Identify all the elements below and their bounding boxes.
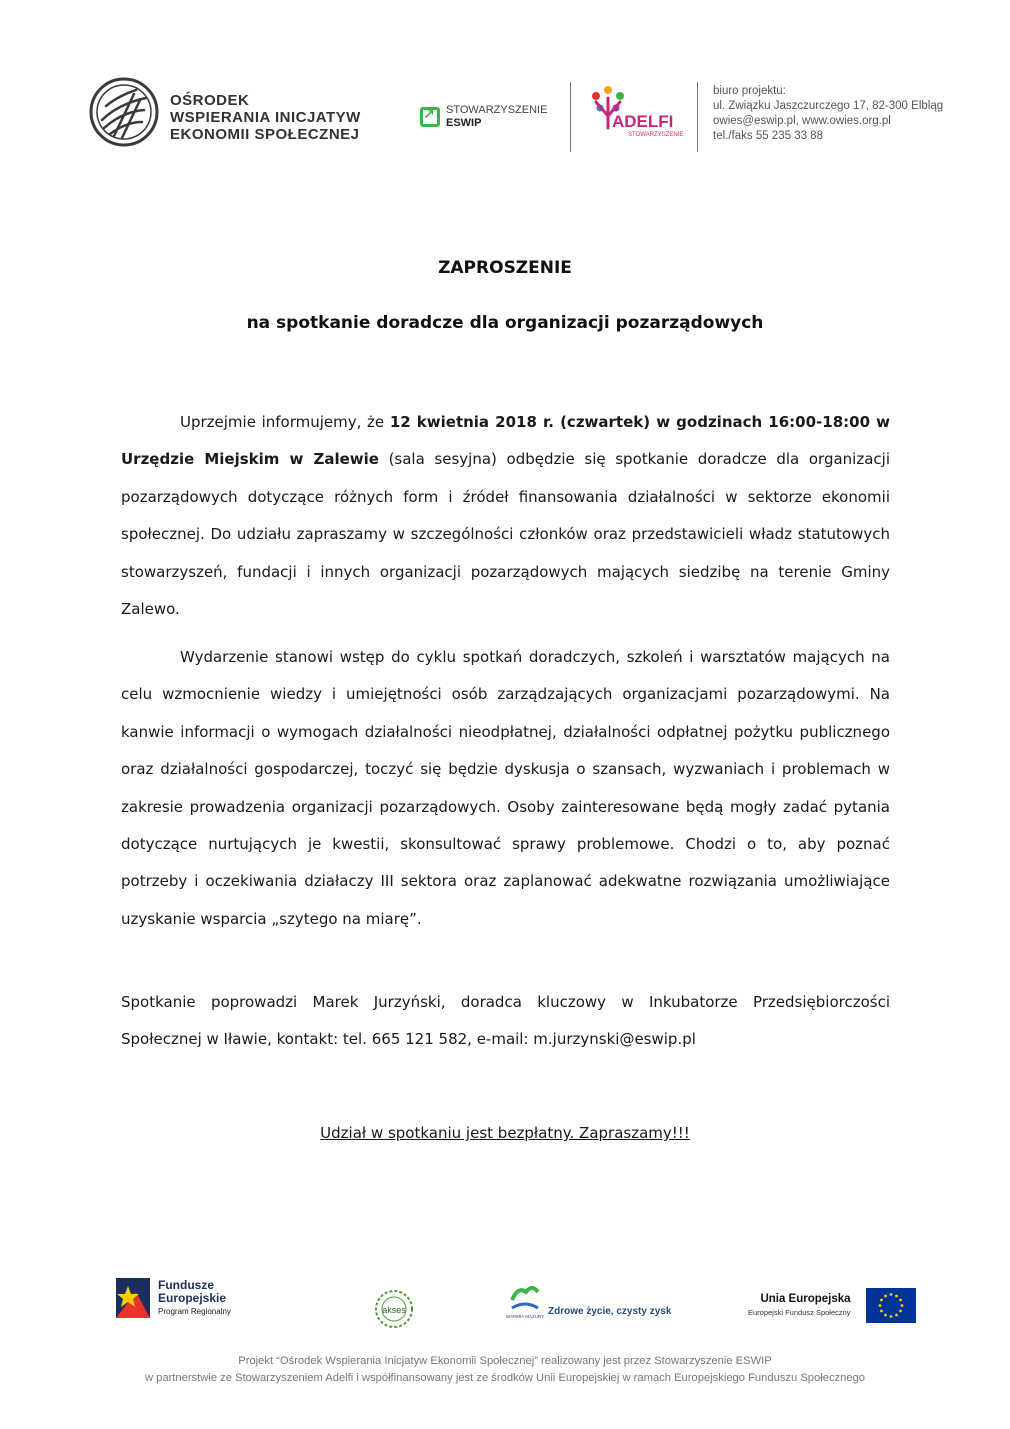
- adelfi-sub: STOWARZYSZENIE: [628, 132, 684, 138]
- eu-star: [895, 1314, 898, 1317]
- eu-flag-icon: [866, 1288, 916, 1323]
- contact-line: ul. Związku Jaszczurczego 17, 82-300 Elbląg: [713, 100, 944, 112]
- adelfi-logo: [588, 84, 688, 150]
- eu-star: [884, 1295, 887, 1298]
- ue-line-2: Europejski Fundusz Społeczny: [748, 1308, 851, 1317]
- eu-star: [899, 1299, 902, 1302]
- header-divider: [570, 82, 571, 152]
- akses-label: akses: [382, 1305, 406, 1315]
- paragraph-1: [121, 404, 890, 628]
- warmia-tagline: Zdrowe życie, czysty zysk: [548, 1305, 672, 1317]
- eu-star: [880, 1299, 883, 1302]
- paragraph-2: Wydarzenie stanowi wstęp do cyklu spotkań doradczych, szkoleń i warsztatów mających na celu wzmocnienie wiedzy i umiejętności osób zarządzających organizacjami pozarządowymi. Na kanwie informacji o wymogach działalności nieodpłatnej, działalności odpłatnej pożytku publicznego oraz działalności gospodarczej, toczyć się będzie dyskusja o szansach, wyzwaniach i problemach w zakresie prowadzenia organizacji pozarządowych. Osoby zainteresowane będą mogły zadać pytania dotyczące nurtujących je kwestii, skonsultować sprawy problemowe. Chodzi o to, aby poznać potrzeby i oczekiwania działaczy III sektora oraz zaplanować adekwatne rozwiązania umożliwiające uzyskanie wsparcia „szytego na miarę”.: [121, 648, 890, 928]
- eu-star: [890, 1293, 893, 1296]
- fe-line-3: Program Regionalny: [158, 1306, 231, 1316]
- closing-note: Udział w spotkaniu jest bezpłatny. Zapraszamy!!!: [320, 1124, 690, 1142]
- akses-certificate-logo: [370, 1288, 418, 1330]
- warmia-badge: WARMIA MAZURY: [505, 1314, 545, 1319]
- owies-line-1: OŚRODEK: [170, 92, 250, 109]
- ue-line-1: Unia Europejska: [760, 1293, 851, 1305]
- warmia-mazury-icon: [505, 1282, 545, 1322]
- paragraph-3: Spotkanie poprowadzi Marek Jurzyński, doradca kluczowy w Inkubatorze Przedsiębiorczości Społecznej w Iławie, kontakt: tel. 665 121 582, e-mail: m.jurzynski@eswip.pl: [121, 993, 890, 1049]
- document-title: ZAPROSZENIE: [438, 258, 572, 278]
- eu-star: [895, 1295, 898, 1298]
- project-contact: [713, 84, 943, 144]
- fe-star-icon: [116, 1278, 150, 1318]
- eu-star: [880, 1310, 883, 1313]
- header-divider: [697, 82, 698, 152]
- arrow-square-icon: [420, 107, 440, 127]
- fundusze-europejskie-logo: [116, 1278, 231, 1318]
- adelfi-name: ADELFI: [612, 112, 674, 131]
- eu-star: [884, 1314, 887, 1317]
- footnote-line-2: w partnerstwie ze Stowarzyszeniem Adelfi i współfinansowany jest ze środków Unii Europejskiej w ramach Europejskiego Funduszu Społecznego: [144, 1372, 866, 1384]
- eu-star: [899, 1310, 902, 1313]
- owies-line-2: WSPIERANIA INICJATYW: [170, 109, 361, 126]
- p1-bold-date-place: 12 kwietnia 2018 r. (czwartek) w godzinach 16:00-18:00 w Urzędzie Miejskim w Zalewie: [121, 413, 890, 469]
- fe-line-1: Fundusze: [158, 1277, 214, 1292]
- eswip-logo: [420, 104, 547, 130]
- contact-line: biuro projektu:: [713, 85, 786, 97]
- document-subtitle: na spotkanie doradcze dla organizacji pozarządowych: [246, 313, 764, 333]
- unia-europejska-text: [748, 1293, 851, 1319]
- footnote-line-1: Projekt “Ośrodek Wspierania Inicjatyw Ekonomii Społecznej” realizowany jest przez Stowarzyszenie ESWIP: [238, 1355, 772, 1367]
- owies-logo-text: [170, 92, 361, 143]
- eu-star: [890, 1315, 893, 1318]
- p1-text-1: Uprzejmie informujemy, że: [180, 413, 390, 431]
- fe-line-2: Europejskie: [158, 1290, 227, 1305]
- p1-text-2: (sala sesyjna) odbędzie się spotkanie doradcze dla organizacji pozarządowych dotyczące różnych form i źródeł finansowania działalności w sektorze ekonomii społecznej. Do udziału zapraszamy w szczególności członków oraz przedstawicieli władz statutowych stowarzyszeń, fundacji i innych organizacji pozarządowych mających siedzibę na terenie Gminy Zalewo.: [121, 450, 890, 619]
- eswip-line-1: STOWARZYSZENIE: [446, 104, 548, 116]
- eu-star: [901, 1304, 904, 1307]
- eu-star: [879, 1304, 882, 1307]
- contact-line: owies@eswip.pl, www.owies.org.pl: [713, 115, 891, 127]
- warmia-mazury-logo: [505, 1282, 672, 1322]
- owies-logo-emblem: [88, 76, 160, 148]
- project-footnote: [0, 1353, 1010, 1387]
- owies-line-3: EKONOMII SPOŁECZNEJ: [170, 126, 360, 143]
- eswip-line-2: ESWIP: [446, 117, 482, 129]
- contact-line: tel./faks 55 235 33 88: [713, 130, 823, 142]
